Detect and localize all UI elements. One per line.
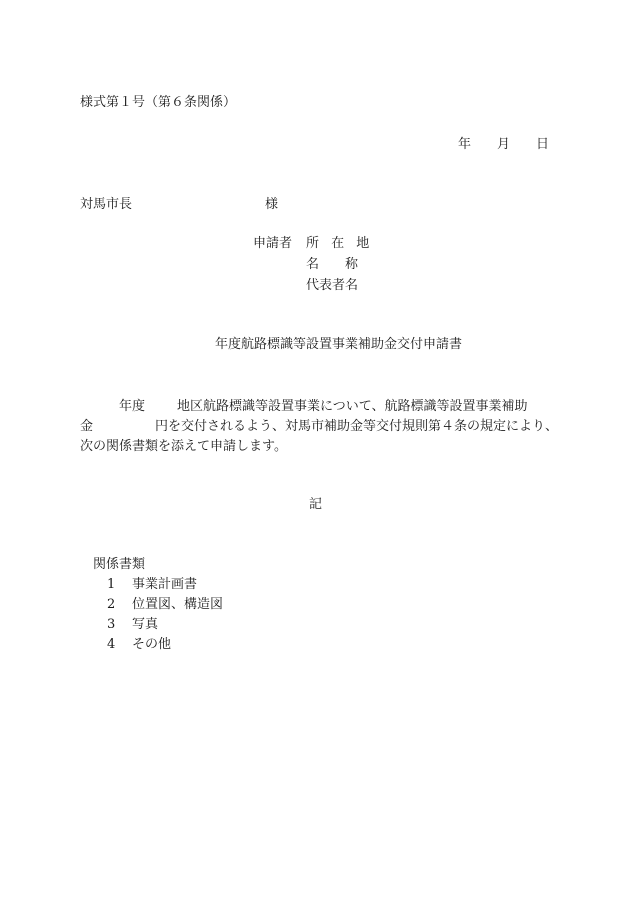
list-item-number: 4: [107, 637, 116, 652]
body-year-label: 年度: [119, 399, 146, 414]
list-item-label: その他: [132, 637, 172, 652]
ki-heading: 記: [309, 497, 323, 512]
list-item-number: 1: [107, 577, 116, 592]
list-item-label: 写真: [132, 617, 159, 632]
document-title: 年度航路標識等設置事業補助金交付申請書: [215, 337, 463, 352]
list-item: [107, 577, 197, 593]
body-line-2: [80, 417, 559, 437]
date-line: [458, 137, 549, 153]
list-item-number: 2: [107, 597, 116, 612]
body-amount-prefix: 金: [80, 419, 94, 434]
list-item-number: 3: [107, 617, 116, 632]
form-number: 様式第１号（第６条関係）: [80, 95, 237, 110]
addressee-honorific: 様: [265, 197, 279, 212]
applicant-name-label-part2: 称: [345, 257, 359, 272]
applicant-representative-label: 代表者名: [306, 278, 359, 293]
date-year-label: 年: [458, 137, 472, 152]
list-item: [107, 597, 223, 613]
body-paragraph: [80, 397, 559, 457]
addressee-name: 対馬市長: [80, 197, 133, 212]
body-line-3: 次の関係書類を添えて申請します。: [80, 439, 287, 454]
applicant-name-label-part1: 名: [306, 257, 320, 272]
date-month-label: 月: [497, 137, 511, 152]
list-item-label: 事業計画書: [132, 577, 198, 592]
list-item: [107, 637, 171, 653]
list-item-label: 位置図、構造図: [132, 597, 224, 612]
attachments-heading: 関係書類: [93, 557, 146, 572]
applicant-label: 申請者: [253, 236, 293, 251]
applicant-name-label: [306, 257, 358, 273]
body-line-1: [80, 397, 554, 417]
list-item: [107, 617, 158, 633]
body-line-1-text: 地区航路標識等設置事業について、航路標識等設置事業補助: [177, 399, 528, 414]
body-line-2-text: 円を交付されるよう、対馬市補助金等交付規則第４条の規定により、: [155, 419, 559, 434]
applicant-address-label: 所 在 地: [306, 236, 374, 251]
date-day-label: 日: [536, 137, 550, 152]
